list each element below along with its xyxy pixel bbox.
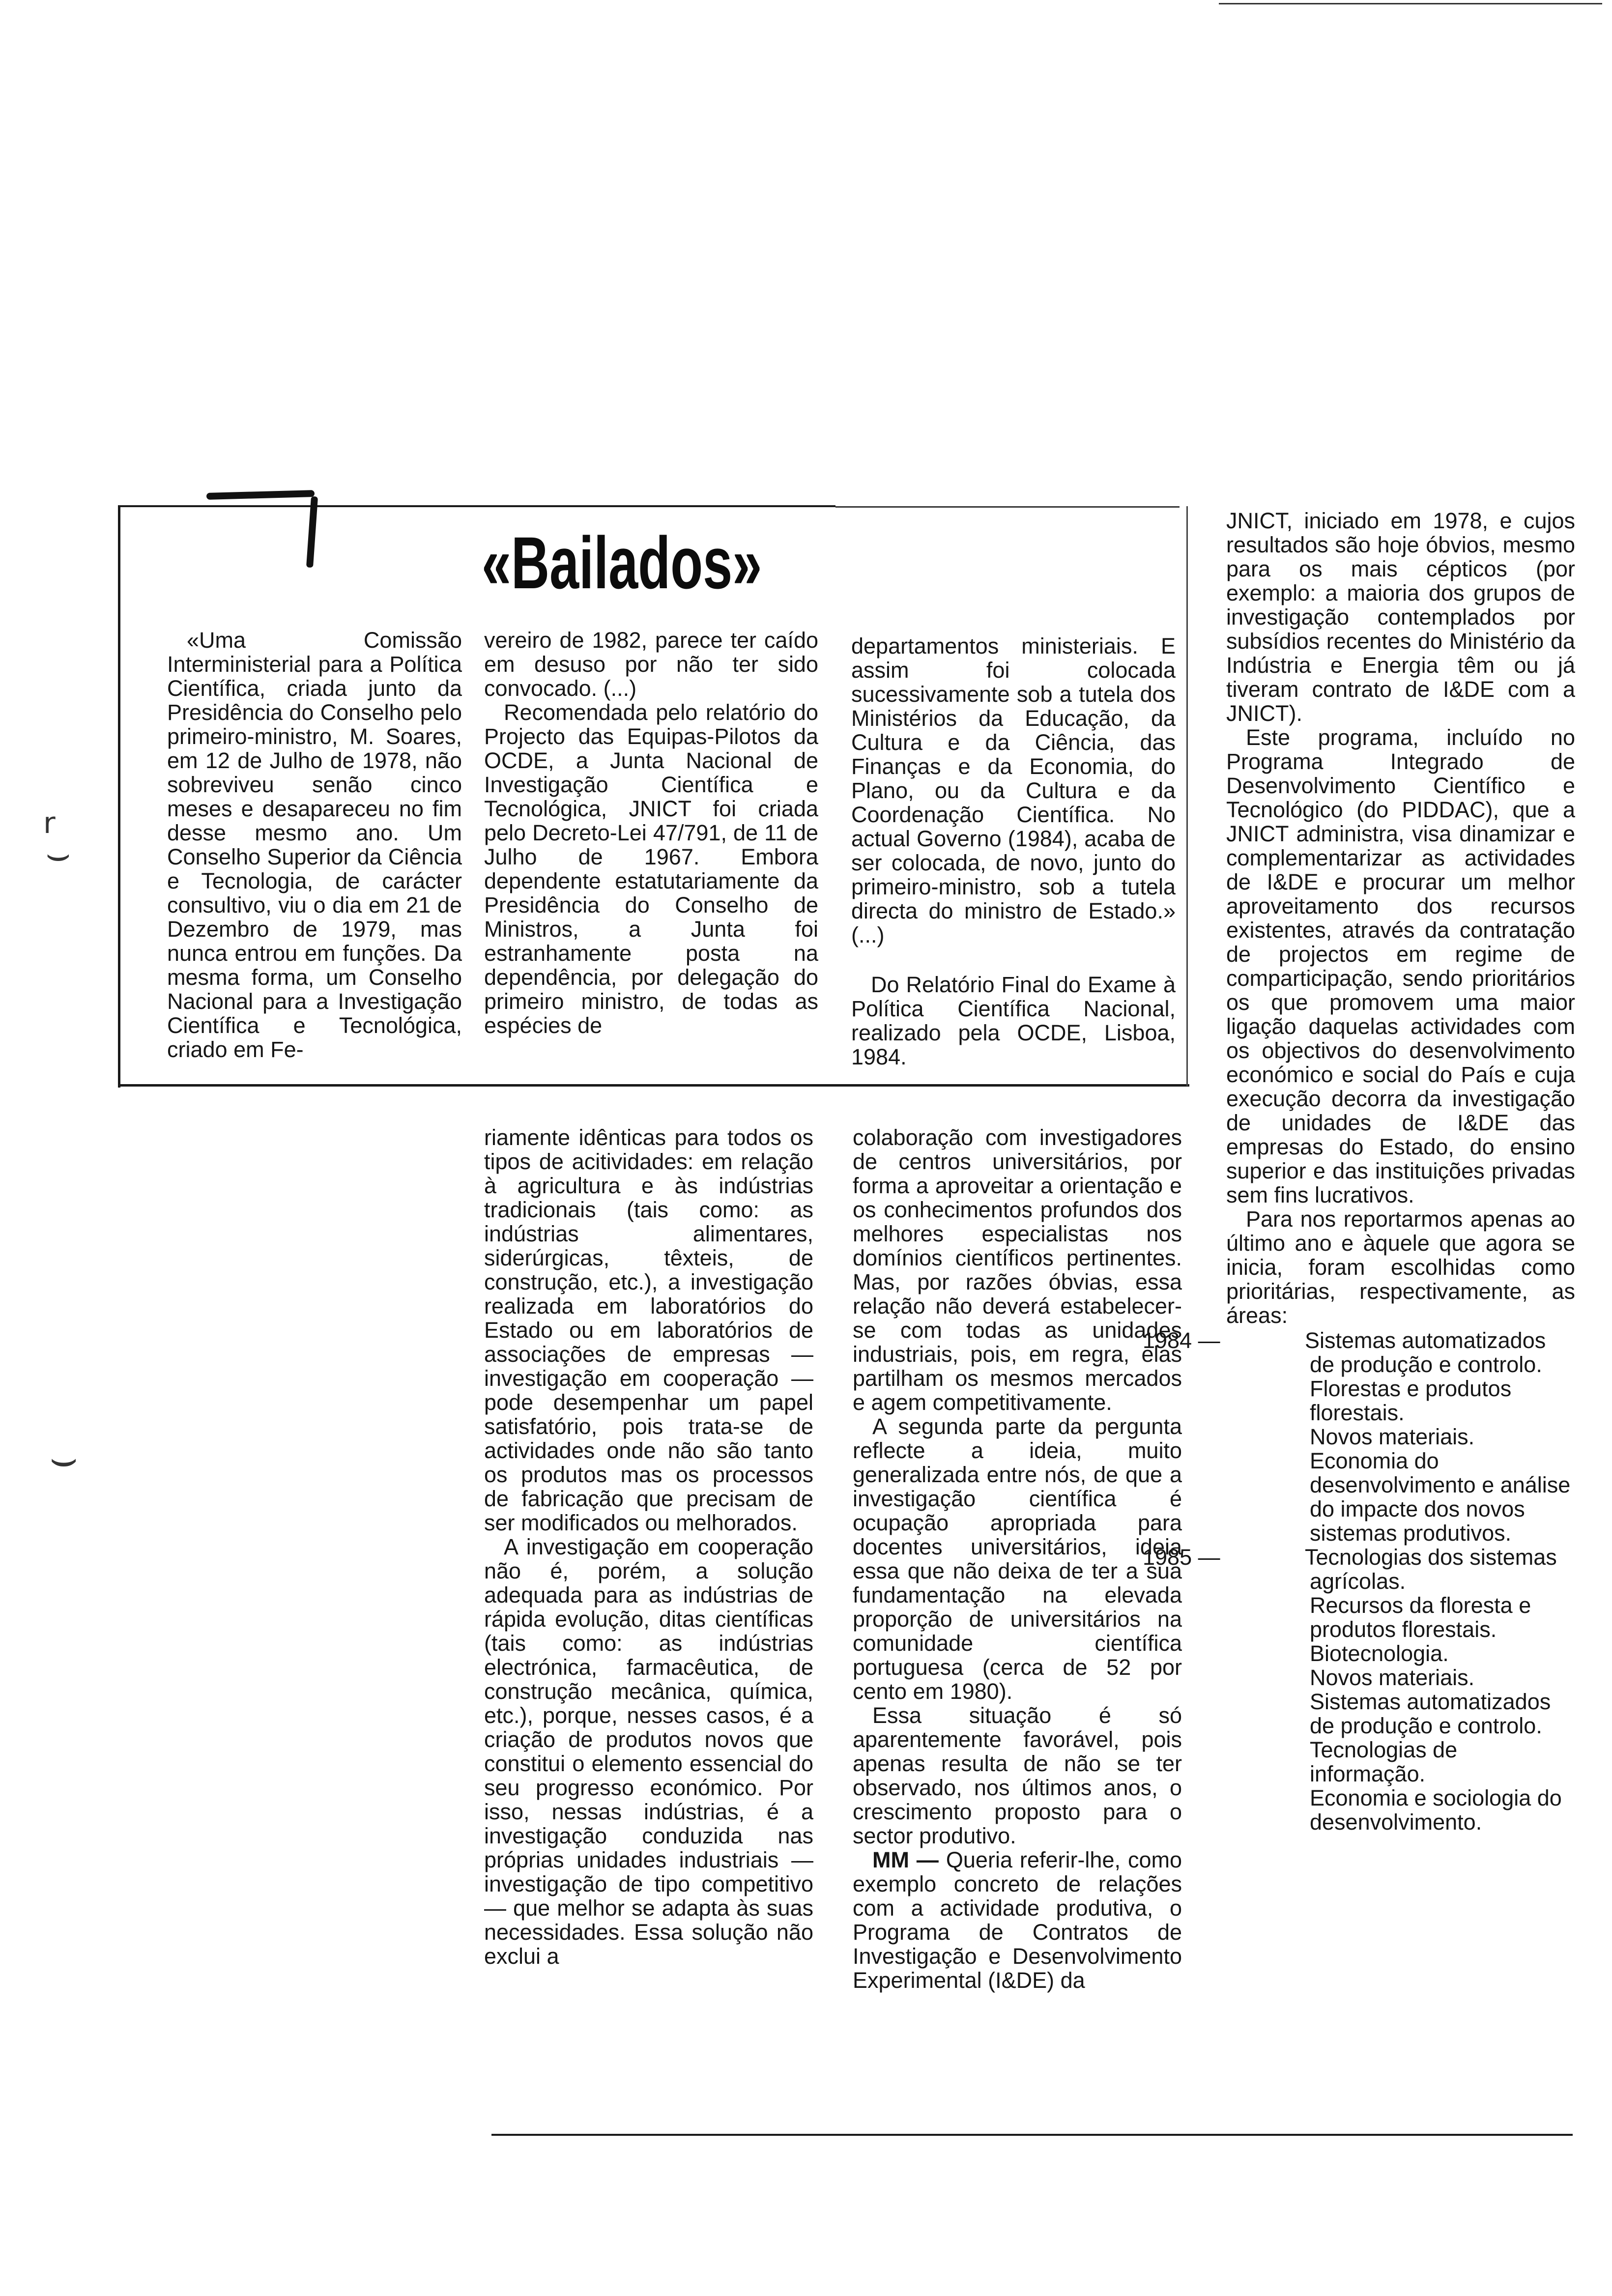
area-item: Tecnologias de informação. xyxy=(1310,1737,1458,1786)
area-item: 1985 — Tecnologias dos sistemas agrícolas. xyxy=(1143,1545,1557,1594)
year-label: 1984 — xyxy=(1143,1328,1220,1353)
margin-mark: ⌣ xyxy=(45,831,71,876)
lower-column-3 xyxy=(853,1125,1182,1992)
lower-column-2 xyxy=(484,1125,813,1968)
body-paragraph: riamente idênticas para todos os tipos de acitividades: em relação à agricultura e às indústrias tradicionais (tais como: as indústrias alimentares, siderúrgicas, têxteis, de construção, etc.), a investigação realizada em laboratórios do Estado ou em laboratórios de associações de empresas — investigação em cooperação — pode desempenhar um papel satisfatório, pois trata-se de actividades onde não são tanto os produtos mas os processos de fabricação que precisam de ser modificados ou melhorados. xyxy=(484,1125,813,1535)
top-rule xyxy=(1219,3,1602,4)
pen-stroke xyxy=(206,490,315,500)
area-item: Economia do desenvolvimento e análise do impacte dos novos sistemas produtivos. xyxy=(1310,1448,1571,1546)
body-paragraph: Este programa, incluído no Programa Integrado de Desenvolvimento Científico e Tecnológico (do PIDDAC), que a JNICT administra, visa dinamizar e complementarizar as actividades de I&DE e procurar um melhor aproveitamento dos recursos existentes, através da contratação de projectos em regime de comparticipação, sendo prioritários os que promovem uma maior ligação daquelas actividades com os objectivos do desenvolvimento económico e social do País e cuja execução decorra da investigação de unidades de I&DE das empresas do Estado, do ensino superior e das instituições privadas sem fins lucrativos. xyxy=(1226,725,1575,1207)
box-column-3 xyxy=(851,634,1176,1069)
area-item: Novos materiais. xyxy=(1310,1424,1475,1449)
area-item: Novos materiais. xyxy=(1310,1665,1475,1690)
box-frame-top-right xyxy=(835,506,1180,508)
excerpt-paragraph: vereiro de 1982, parece ter caído em desuso por não ter sido convocado. (...) xyxy=(484,628,818,701)
box-frame-left xyxy=(118,505,120,1088)
areas-1985 xyxy=(1143,1545,1575,1835)
box-frame-bottom xyxy=(118,1084,1189,1087)
body-paragraph: A investigação em cooperação não é, porém, a solução adequada para as indústrias de rápida evolução, ditas científicas (tais como: as indústrias electrónica, farmacêutica, de construção mecânica, química, etc.), porque, nesses casos, é a criação de produtos novos que constitui o elemento essencial do seu progresso económico. Por isso, nessas indústrias, é a investigação conduzida nas próprias unidades industriais — investigação de tipo competitivo — que melhor se adapta às suas necessidades. Essa solução não exclui a xyxy=(484,1534,813,1969)
body-paragraph: A segunda parte da pergunta reflecte a ideia, muito generalizada entre nós, de que a investigação científica é ocupação apropriada para docentes universitários, ideia essa que não deixa de ter a sua fundamentação na elevada proporção de universitários na comunidade científica portuguesa (cerca de 52 por cento em 1980). xyxy=(853,1414,1182,1704)
excerpt-paragraph: departamentos ministeriais. E assim foi colocada sucessivamente sob a tutela dos Ministérios da Educação, da Cultura e da Ciência, das Finanças e da Economia, do Plano, ou da Cultura e da Coordenação Científica. No actual Governo (1984), acaba de ser colocada, de novo, junto do primeiro-ministro, sob a tutela directa do ministro de Estado.» (...) xyxy=(851,633,1176,947)
year-label: 1985 — xyxy=(1143,1545,1220,1570)
box-column-2 xyxy=(484,628,818,1037)
area-item: 1984 — Sistemas automatizados de produção e controlo. xyxy=(1143,1328,1546,1377)
right-column xyxy=(1143,508,1575,1835)
source-citation: Do Relatório Final do Exame à Política Científica Nacional, realizado pela OCDE, Lisboa, 1984. xyxy=(851,972,1176,1069)
area-item: Biotecnologia. xyxy=(1310,1641,1449,1666)
margin-mark: ⌣ xyxy=(49,1433,79,1484)
interview-question: MM — Queria referir-lhe, como exemplo concreto de relações com a actividade produtiva, o Programa de Contratos de Investigação e Desenvolvimento Experimental (I&DE) da xyxy=(853,1847,1182,1993)
area-item: Economia e sociologia do desenvolvimento. xyxy=(1310,1785,1562,1835)
box-frame-right xyxy=(1186,506,1188,1086)
body-paragraph: JNICT, iniciado em 1978, e cujos resultados são hoje óbvios, mesmo para os mais cépticos (por exemplo: a maioria dos grupos de investigação contemplados por subsídios recentes do Ministério da Indústria e Energia têm ou já tiveram contrato de I&DE com a JNICT). xyxy=(1226,508,1575,726)
bottom-rule xyxy=(491,2134,1573,2136)
excerpt-paragraph: Recomendada pelo relatório do Projecto das Equipas-Pilotos da OCDE, a Junta Nacional de Investigação Científica e Tecnológica, JNICT foi criada pelo Decreto-Lei 47/791, de 11 de Julho de 1967. Embora dependente estatutariamente da Presidência do Conselho de Ministros, a Junta foi estranhamente posta na dependência, por delegação do primeiro ministro, de todas as espécies de xyxy=(484,700,818,1038)
body-paragraph: Para nos reportarmos apenas ao último ano e àquele que agora se inicia, foram escolhidas como prioritárias, respectivamente, as áreas: xyxy=(1226,1206,1575,1328)
body-paragraph: Essa situação é só aparentemente favorável, pois apenas resulta de não se ter observado, nos últimos anos, o crescimento proposto para o sector produtivo. xyxy=(853,1703,1182,1848)
box-frame-top xyxy=(118,505,835,507)
article-title: «Bailados» xyxy=(482,521,762,604)
area-item: Florestas e produtos florestais. xyxy=(1310,1376,1512,1425)
margin-mark: r xyxy=(43,806,56,840)
excerpt-paragraph: «Uma Comissão Interministerial para a Política Científica, criada junto da Presidência do Conselho pelo primeiro-ministro, M. Soares, em 12 de Julho de 1978, não sobreviveu senão cinco meses e desapareceu no fim desse mesmo ano. Um Conselho Superior da Ciência e Tecnologia, de carácter consultivo, viu o dia em 21 de Dezembro de 1979, mas nunca entrou em funções. Da mesma forma, um Conselho Nacional para a Investigação Científica e Tecnológica, criado em Fe- xyxy=(167,628,462,1062)
area-item: Recursos da floresta e produtos florestais. xyxy=(1310,1593,1531,1642)
interviewer-label: MM — xyxy=(872,1847,939,1872)
areas-1984 xyxy=(1143,1328,1575,1546)
body-paragraph: colaboração com investigadores de centros universitários, por forma a aproveitar a orientação e os conhecimentos profundos dos melhores especialistas nos domínios científicos pertinentes. Mas, por razões óbvias, essa relação não deverá estabelecer-se com todas as unidades industriais, pois, em regra, elas partilham os mesmos mercados e agem competitivamente. xyxy=(853,1125,1182,1415)
area-item: Sistemas automatizados de produção e controlo. xyxy=(1310,1689,1551,1738)
box-column-1 xyxy=(167,628,462,1062)
